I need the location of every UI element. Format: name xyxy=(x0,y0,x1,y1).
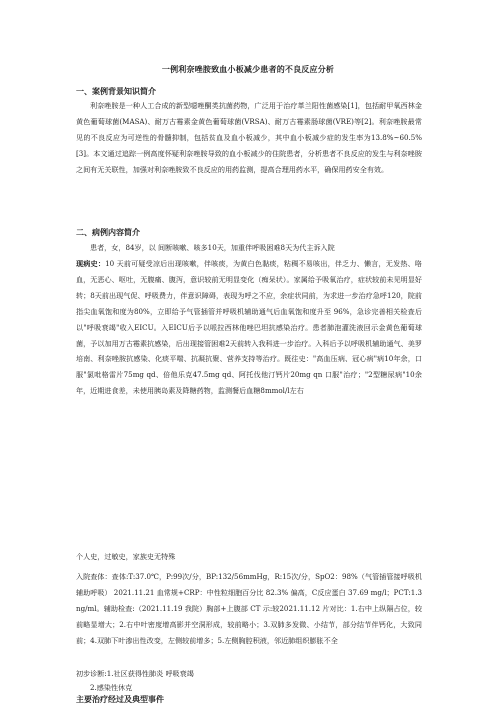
section3-heading: 主要治疗经过及典型事件 xyxy=(76,694,164,704)
history-text: 10 天前可疑受凉后出现咳嗽，伴咳痰，为黄白色黏痰，粘稠不易咳出，伴乏力、懒言，无发热、咯血，无恶心、呕吐，无腹痛、腹泻，意识较前无明显变化（痴呆状）。家属给予吸氧治疗，症状较前未见明显好转；8天前出现气促、呼吸费力，伴意识障碍，表现为呼之不应，余症状同前，为求进一步治疗急呼120，院前指尖血氧饱和度为80%，立即给予气管插管并呼吸机辅助通气后血氧饱和度升至 96%，急诊完善相关检查后以"呼吸衰竭"收入EICU。入EICU后予以哌拉西林他唑巴坦抗感染治疗。患者肺泡灌洗液回示金黄色葡萄球菌，予以加用万古霉素抗感染，后出现接管困难2天前转入我科进一步治疗。入科后予以呼吸机辅助通气、美罗培南、利奈唑胺抗感染、化痰平喘、抗凝抗聚、营养支持等治疗。既往史："高血压病、冠心病"病10年余，口服"氯吡格雷片75mg qd、倍他乐克47.5mg qd、阿托伐他汀钙片20mg qn 口服"治疗；"2型糖尿病"10余年，近期进食差，未使用胰岛素及降糖药物，监测餐后血糖8mmol/l左右 xyxy=(76,259,423,396)
section2-heading: 二、病例内容简介 xyxy=(76,227,140,237)
personal-history: 个人史，过敏史，家族史无特殊 xyxy=(76,552,176,561)
history-label: 现病史： xyxy=(76,259,106,268)
initial-diagnosis: 初步诊断:1.社区获得性肺炎 呼吸衰竭 xyxy=(76,669,194,678)
section1-paragraph: 利奈唑胺是一种人工合成的新型噁唑酮类抗菌药物，广泛用于治疗革兰阳性菌感染[1]，包括耐甲氧西林金黄色葡萄球菌(MASA)、耐万古霉素金黄色葡萄球菌(VRSA)、耐万古霉素肠球菌(VRE)等[2]。利奈唑胺最常见的不良反应为可逆性的骨髓抑制，包括贫血及血小板减少，其中血小板减少症的发生率为13.8%~60.5%[3]。本文通过追踪一例高度怀疑利奈唑胺导致的血小板减少的住院患者，分析患者不良反应的发生与利奈唑胺之间有无关联性，加强对利奈唑胺致不良反应的用药监测，提高合理用药水平，确保用药安全有效。 xyxy=(76,101,422,174)
document-title: 一例利奈唑胺致血小板减少患者的不良反应分析 xyxy=(161,64,335,74)
history-paragraph xyxy=(76,256,422,399)
diagnosis-item-2: 2.感染性休克 xyxy=(90,683,133,692)
case-intro: 患者，女，84岁，以 间断咳嗽、咳多10天，加重伴呼吸困难8天为代主诉入院 xyxy=(90,243,335,252)
exam-paragraph: 入院查体：查体:T:37.0℃，P:99次/分，BP:132/56mmHg，R:15次/分，SpO2：98%（气管插管接呼吸机辅助呼吸） 2021.11.21 血常规+CRP：中性粒细胞百分比 82.3% 偏高，C反应蛋白 37.69 mg/l；PCT:1.3ng/ml。辅助检查:（2021.11.19 我院）胸部+上腹部 CT 示:较2021.11.12 片对比：1.右中上纵隔占位，较前略显增大；2.右中叶密度增高影并空洞形成，较前略小；3.双肺多发微、小结节，部分结节伴钙化，大致同前；4.双肺下叶渗出性改变，左侧较前增多；5.左侧胸腔积液，邻近肺组织膨胀不全 xyxy=(76,572,422,645)
section1-heading: 一、案例背景知识简介 xyxy=(76,86,156,96)
